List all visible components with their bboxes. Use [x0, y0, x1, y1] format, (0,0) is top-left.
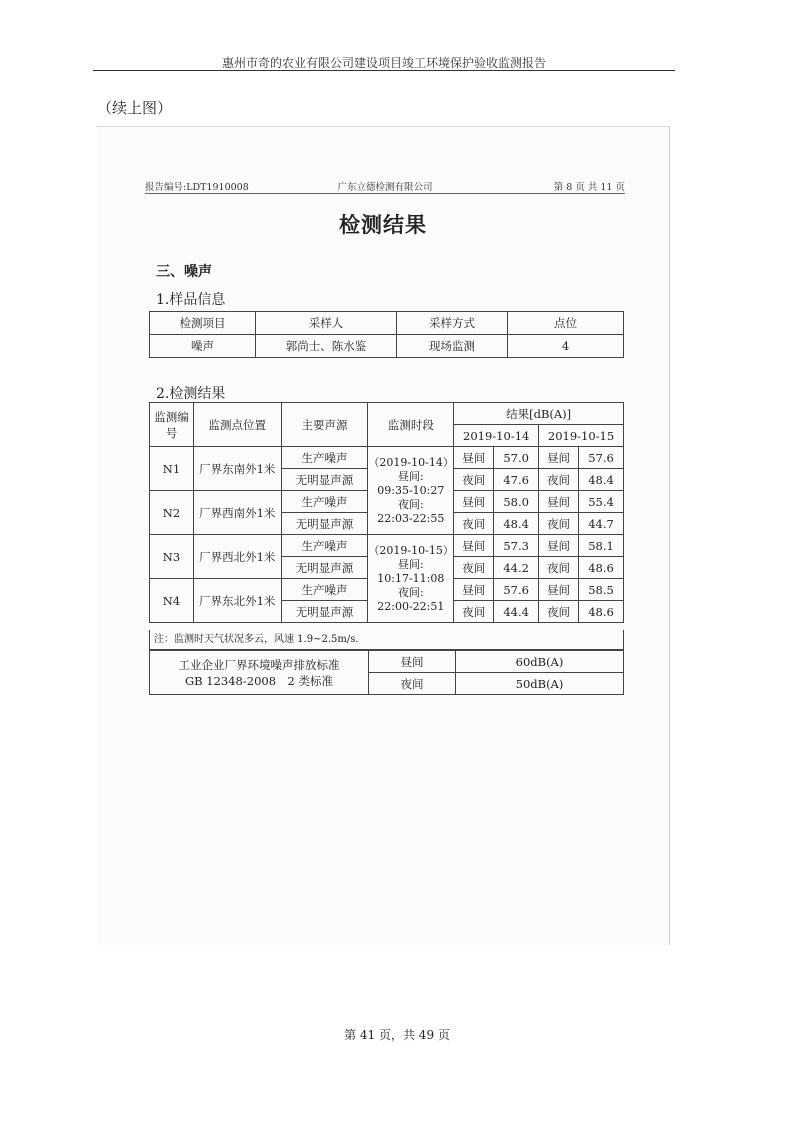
cell: 昼间 — [454, 579, 494, 601]
cell: 夜间 — [539, 469, 579, 491]
header-cell: 点位 — [508, 312, 624, 335]
page-footer: 第 41 页，共 49 页 — [344, 1028, 450, 1042]
standard-name — [150, 651, 369, 695]
period-night-time: 22:00-22:51 — [377, 599, 445, 613]
cell: 昼间 — [539, 447, 579, 469]
cell: 昼间 — [539, 535, 579, 557]
cell-source: 生产噪声 — [281, 535, 368, 557]
cell-period — [368, 447, 454, 535]
cell-source: 无明显声源 — [281, 513, 368, 535]
period-night-label: 夜间: — [397, 497, 424, 511]
cell-id: N1 — [150, 447, 194, 491]
cell-value: 55.4 — [579, 491, 624, 513]
report-company: 广东立德检测有限公司 — [337, 182, 433, 193]
cell-value: 44.4 — [494, 601, 539, 623]
header-date: 2019-10-15 — [539, 425, 624, 447]
cell-value: 58.1 — [579, 535, 624, 557]
cell: 噪声 — [150, 335, 256, 358]
cell: 夜间 — [454, 469, 494, 491]
standard-name-line1: 工业企业厂界环境噪声排放标准 — [178, 657, 340, 672]
cell-value: 44.2 — [494, 557, 539, 579]
standard-name-line2: GB 12348-2008 2 类标准 — [184, 673, 333, 688]
scanned-report-page — [97, 126, 670, 945]
cell-value: 48.4 — [579, 469, 624, 491]
cell-source: 无明显声源 — [281, 601, 368, 623]
cell-value: 57.3 — [494, 535, 539, 557]
continued-label: （续上图） — [97, 99, 173, 117]
cell-location: 厂界东南外1米 — [193, 447, 281, 491]
standard-table — [149, 650, 624, 695]
cell-value: 60dB(A) — [456, 651, 624, 673]
period-day-time: 09:35-10:27 — [377, 483, 445, 497]
cell-location: 厂界西南外1米 — [193, 491, 281, 535]
header-divider — [93, 70, 675, 71]
period-day-time: 10:17-11:08 — [377, 571, 445, 585]
header-cell: 采样方式 — [397, 312, 508, 335]
cell-source: 无明显声源 — [281, 557, 368, 579]
cell-value: 58.0 — [494, 491, 539, 513]
period-day-label: 昼间: — [397, 469, 424, 483]
cell: 现场监测 — [397, 335, 508, 358]
cell-source: 无明显声源 — [281, 469, 368, 491]
table-row — [150, 535, 624, 557]
cell: 昼间 — [454, 535, 494, 557]
sample-info-table — [149, 311, 624, 358]
header-date: 2019-10-14 — [454, 425, 539, 447]
section-heading: 三、噪声 — [156, 264, 212, 280]
cell: 夜间 — [454, 557, 494, 579]
cell-id: N3 — [150, 535, 194, 579]
cell-value: 44.7 — [579, 513, 624, 535]
cell-value: 48.6 — [579, 601, 624, 623]
period-date: （2019-10-14） — [368, 455, 454, 469]
header-result: 结果[dB(A)] — [454, 403, 624, 425]
table-row — [150, 447, 624, 469]
cell-source: 生产噪声 — [281, 447, 368, 469]
report-header — [145, 179, 625, 194]
cell: 夜间 — [369, 673, 456, 695]
header-cell: 采样人 — [256, 312, 397, 335]
results-table — [149, 402, 624, 623]
report-title: 检测结果 — [339, 212, 427, 237]
period-night-label: 夜间: — [397, 585, 424, 599]
header-source: 主要声源 — [281, 403, 368, 447]
results-heading: 2.检测结果 — [156, 386, 226, 402]
cell: 夜间 — [539, 557, 579, 579]
cell-value: 58.5 — [579, 579, 624, 601]
cell-id: N4 — [150, 579, 194, 623]
cell: 夜间 — [454, 601, 494, 623]
cell-value: 57.6 — [579, 447, 624, 469]
cell: 夜间 — [539, 601, 579, 623]
cell: 昼间 — [369, 651, 456, 673]
cell-value: 47.6 — [494, 469, 539, 491]
header-location: 监测点位置 — [193, 403, 281, 447]
cell-value: 57.0 — [494, 447, 539, 469]
cell-location: 厂界西北外1米 — [193, 535, 281, 579]
cell-source: 生产噪声 — [281, 491, 368, 513]
cell-value: 48.4 — [494, 513, 539, 535]
sample-info-heading: 1.样品信息 — [156, 292, 226, 308]
cell: 4 — [508, 335, 624, 358]
report-page: 第 8 页 共 11 页 — [553, 182, 625, 193]
header-id: 监测编号 — [150, 403, 194, 447]
period-night-time: 22:03-22:55 — [377, 511, 445, 525]
cell: 昼间 — [454, 491, 494, 513]
cell: 昼间 — [539, 491, 579, 513]
cell: 夜间 — [539, 513, 579, 535]
cell: 郭尚士、陈水鉴 — [256, 335, 397, 358]
table-row — [150, 651, 624, 673]
report-number: 报告编号:LDT1910008 — [145, 182, 249, 193]
cell-value: 57.6 — [494, 579, 539, 601]
results-note: 注：监测时天气状况多云，风速 1.9~2.5m/s. — [149, 630, 624, 650]
cell-source: 生产噪声 — [281, 579, 368, 601]
cell: 昼间 — [454, 447, 494, 469]
page-header-title: 惠州市奇的农业有限公司建设项目竣工环境保护验收监测报告 — [221, 56, 546, 70]
cell: 夜间 — [454, 513, 494, 535]
cell-value: 50dB(A) — [456, 673, 624, 695]
period-day-label: 昼间: — [397, 557, 424, 571]
table-header-row — [150, 312, 624, 335]
cell-id: N2 — [150, 491, 194, 535]
cell: 昼间 — [539, 579, 579, 601]
cell-value: 48.6 — [579, 557, 624, 579]
table-row — [150, 335, 624, 358]
header-cell: 检测项目 — [150, 312, 256, 335]
table-header-row — [150, 403, 624, 425]
cell-location: 厂界东北外1米 — [193, 579, 281, 623]
header-period: 监测时段 — [368, 403, 454, 447]
period-date: （2019-10-15） — [368, 543, 454, 557]
cell-period — [368, 535, 454, 623]
